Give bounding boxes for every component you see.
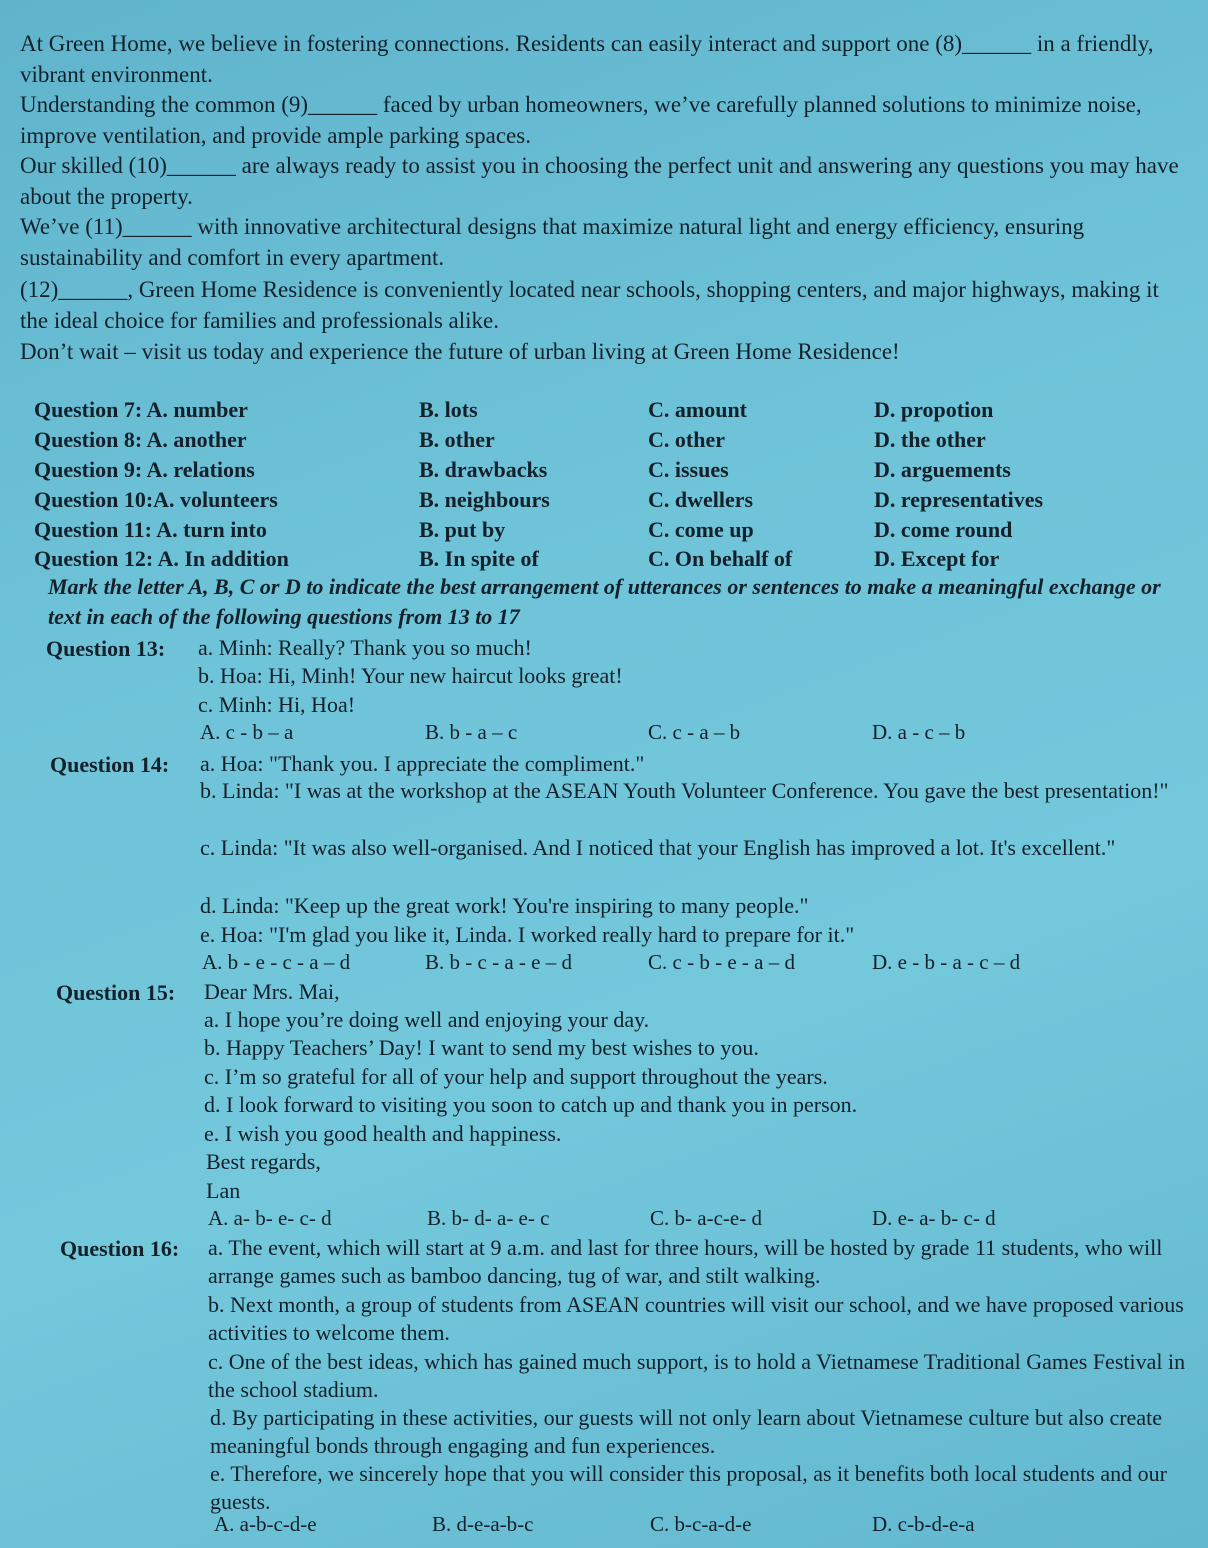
- option-b: B. lots: [419, 397, 478, 422]
- question-9: [34, 457, 1194, 487]
- option-d: D. Except for: [874, 546, 1000, 571]
- passage-paragraph-3: Our skilled (10)______ are always ready to assist you in choosing the perfect unit and answering any questions you may have about the property.: [20, 153, 1179, 209]
- question-13-label: Question 13:: [46, 636, 166, 661]
- option-b: B. In spite of: [419, 546, 539, 571]
- option-c: C. come up: [648, 517, 754, 542]
- option-c: C. other: [648, 427, 725, 452]
- q15-option-c: C. b- a-c-e- d: [650, 1206, 762, 1230]
- q15-option-b: B. b- d- a- e- c: [427, 1206, 550, 1230]
- question-label: Question 11: A. turn into: [34, 517, 267, 542]
- passage-paragraph-5: (12)______, Green Home Residence is conveniently located near schools, shopping centers, and major highways, making it the ideal choice for families and professionals alike.: [20, 277, 1159, 333]
- q14-sentence-d: d. Linda: "Keep up the great work! You're inspiring to many people.": [200, 893, 809, 918]
- q16-sentence-a: a. The event, which will start at 9 a.m. and last for three hours, will be hosted by grade 11 students, who will arrange games such as bamboo dancing, tug of war, and stilt walking.: [208, 1235, 1163, 1288]
- q15-sentence-b: b. Happy Teachers’ Day! I want to send my best wishes to you.: [204, 1035, 759, 1060]
- q16-sentence-b: b. Next month, a group of students from ASEAN countries will visit our school, and we have proposed various activities to welcome them.: [208, 1292, 1184, 1345]
- q16-sentence-d: d. By participating in these activities, our guests will not only learn about Vietnamese culture but also create meaningful bonds through engaging and fun experiences.: [210, 1405, 1162, 1458]
- passage-paragraph-6: Don’t wait – visit us today and experience the future of urban living at Green Home Residence!: [20, 339, 900, 364]
- q14-sentence-e: e. Hoa: "I'm glad you like it, Linda. I worked really hard to prepare for it.": [200, 922, 855, 947]
- question-label: Question 9: A. relations: [34, 457, 255, 482]
- question-label: Question 10:A. volunteers: [34, 487, 278, 512]
- instruction-text: Mark the letter A, B, C or D to indicate the best arrangement of utterances or sentences to make a meaningful exchange or text in each of the following questions from 13 to 17: [48, 574, 1161, 629]
- option-b: B. drawbacks: [419, 457, 548, 482]
- question-15-label: Question 15:: [56, 980, 176, 1005]
- q15-sentence-e: e. I wish you good health and happiness.: [204, 1121, 562, 1146]
- option-d: D. representatives: [874, 487, 1044, 512]
- q15-sentence-c: c. I’m so grateful for all of your help and support throughout the years.: [204, 1064, 828, 1089]
- q14-sentence-b: b. Linda: "I was at the workshop at the ASEAN Youth Volunteer Conference. You gave the best presentation!": [200, 778, 1169, 803]
- question-14-label: Question 14:: [50, 752, 170, 777]
- q14-option-d: D. e - b - a - c – d: [872, 950, 1021, 974]
- option-d: D. the other: [874, 427, 986, 452]
- option-b: B. put by: [419, 517, 506, 542]
- question-8: [34, 427, 1194, 457]
- option-b: B. other: [419, 427, 495, 452]
- q15-option-a: A. a- b- e- c- d: [208, 1206, 332, 1230]
- option-b: B. neighbours: [419, 487, 550, 512]
- q13-sentence-c: c. Minh: Hi, Hoa!: [198, 692, 356, 717]
- q16-option-c: C. b-c-a-d-e: [650, 1512, 752, 1536]
- question-label: Question 7: A. number: [34, 397, 248, 422]
- q14-option-c: C. c - b - e - a – d: [648, 950, 795, 974]
- q13-option-c: C. c - a – b: [648, 720, 741, 744]
- q13-sentence-a: a. Minh: Really? Thank you so much!: [198, 635, 532, 660]
- q15-sentence-a: a. I hope you’re doing well and enjoying your day.: [204, 1007, 650, 1032]
- passage-paragraph-4: We’ve (11)______ with innovative architectural designs that maximize natural light and energy efficiency, ensuring sustainability and comfort in every apartment.: [20, 214, 1085, 270]
- q14-sentence-c: c. Linda: "It was also well-organised. And I noticed that your English has improved a lot. It's excellent.": [200, 835, 1116, 860]
- q16-option-b: B. d-e-a-b-c: [432, 1512, 534, 1536]
- q13-sentence-b: b. Hoa: Hi, Minh! Your new haircut looks great!: [198, 663, 623, 688]
- q16-sentence-e: e. Therefore, we sincerely hope that you will consider this proposal, as it benefits both local students and our guests.: [210, 1461, 1167, 1514]
- q14-option-a: A. b - e - c - a – d: [202, 950, 351, 974]
- passage-paragraph-2: Understanding the common (9)______ faced by urban homeowners, we’ve carefully planned solutions to minimize noise, improve ventilation, and provide ample parking spaces.: [20, 92, 1142, 148]
- option-c: C. amount: [648, 397, 748, 422]
- option-d: D. arguements: [874, 457, 1011, 482]
- question-label: Question 12: A. In addition: [34, 546, 289, 571]
- option-c: C. issues: [648, 457, 729, 482]
- question-16-label: Question 16:: [60, 1236, 180, 1261]
- option-c: C. dwellers: [648, 487, 754, 512]
- q14-sentence-a: a. Hoa: "Thank you. I appreciate the compliment.": [200, 751, 645, 776]
- option-c: C. On behalf of: [648, 546, 793, 571]
- option-d: D. come round: [874, 517, 1013, 542]
- q15-option-d: D. e- a- b- c- d: [872, 1206, 996, 1230]
- q15-sentence-d: d. I look forward to visiting you soon to catch up and thank you in person.: [204, 1092, 858, 1117]
- q14-option-b: B. b - c - a - e – d: [425, 950, 572, 974]
- q15-closing: Best regards,: [206, 1149, 321, 1174]
- q15-greeting: Dear Mrs. Mai,: [204, 979, 340, 1004]
- q16-sentence-c: c. One of the best ideas, which has gained much support, is to hold a Vietnamese Traditional Games Festival in the school stadium.: [208, 1349, 1186, 1402]
- q13-option-d: D. a - c – b: [872, 720, 966, 744]
- question-label: Question 8: A. another: [34, 427, 247, 452]
- question-7: [34, 397, 1194, 427]
- question-11: [34, 517, 1194, 547]
- question-10: [34, 487, 1194, 517]
- option-d: D. propotion: [874, 397, 994, 422]
- passage-paragraph-1: At Green Home, we believe in fostering connections. Residents can easily interact and support one (8)______ in a friendly, vibrant environment.: [20, 31, 1154, 87]
- q13-option-b: B. b - a – c: [425, 720, 518, 744]
- q13-option-a: A. c - b – a: [200, 720, 294, 744]
- q16-option-d: D. c-b-d-e-a: [872, 1512, 975, 1536]
- q16-option-a: A. a-b-c-d-e: [214, 1512, 317, 1536]
- q15-signature-name: Lan: [206, 1178, 241, 1203]
